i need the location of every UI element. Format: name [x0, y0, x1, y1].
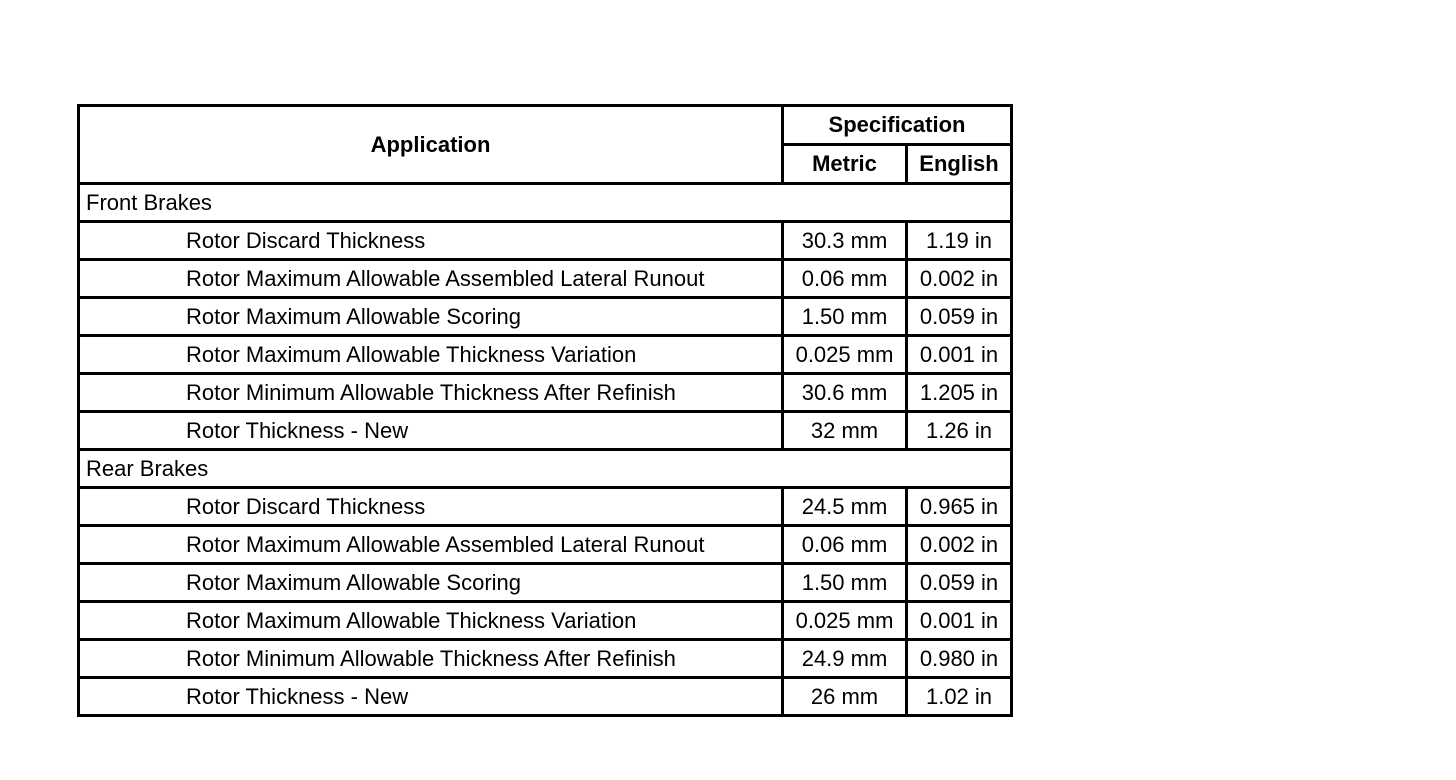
row-metric-value: 32 mm [783, 412, 907, 450]
english-header: English [907, 145, 1012, 184]
table-row [79, 602, 1012, 640]
row-application: Rotor Maximum Allowable Scoring [79, 564, 783, 602]
table-row [79, 678, 1012, 716]
metric-header: Metric [783, 145, 907, 184]
row-application: Rotor Maximum Allowable Assembled Lateral Runout [79, 260, 783, 298]
table-row [79, 260, 1012, 298]
table-row [79, 564, 1012, 602]
table-body [79, 184, 1012, 716]
table-row [79, 640, 1012, 678]
table-row [79, 412, 1012, 450]
row-application: Rotor Maximum Allowable Scoring [79, 298, 783, 336]
section-row-front-brakes [79, 184, 1012, 222]
row-application: Rotor Discard Thickness [79, 488, 783, 526]
brake-rotor-spec-table [77, 104, 1013, 717]
row-application: Rotor Maximum Allowable Thickness Variation [79, 336, 783, 374]
row-application: Rotor Discard Thickness [79, 222, 783, 260]
row-english-value: 0.001 in [907, 602, 1012, 640]
row-application: Rotor Minimum Allowable Thickness After Refinish [79, 374, 783, 412]
row-english-value: 0.002 in [907, 260, 1012, 298]
row-application: Rotor Maximum Allowable Thickness Variation [79, 602, 783, 640]
table-row [79, 222, 1012, 260]
row-english-value: 0.059 in [907, 298, 1012, 336]
table-row [79, 526, 1012, 564]
section-label-rear-brakes: Rear Brakes [79, 450, 1012, 488]
row-english-value: 1.205 in [907, 374, 1012, 412]
header-row-top [79, 106, 1012, 145]
row-english-value: 0.980 in [907, 640, 1012, 678]
table-row [79, 488, 1012, 526]
row-english-value: 1.02 in [907, 678, 1012, 716]
table-row [79, 374, 1012, 412]
row-metric-value: 1.50 mm [783, 298, 907, 336]
table-row [79, 298, 1012, 336]
row-application: Rotor Maximum Allowable Assembled Lateral Runout [79, 526, 783, 564]
row-metric-value: 0.06 mm [783, 260, 907, 298]
row-metric-value: 1.50 mm [783, 564, 907, 602]
row-metric-value: 24.9 mm [783, 640, 907, 678]
row-metric-value: 30.3 mm [783, 222, 907, 260]
application-header: Application [79, 106, 783, 184]
row-english-value: 0.001 in [907, 336, 1012, 374]
row-metric-value: 24.5 mm [783, 488, 907, 526]
row-application: Rotor Minimum Allowable Thickness After Refinish [79, 640, 783, 678]
row-application: Rotor Thickness - New [79, 412, 783, 450]
section-row-rear-brakes [79, 450, 1012, 488]
table-header [79, 106, 1012, 184]
row-english-value: 0.002 in [907, 526, 1012, 564]
row-english-value: 0.965 in [907, 488, 1012, 526]
row-application: Rotor Thickness - New [79, 678, 783, 716]
specification-header: Specification [783, 106, 1012, 145]
row-english-value: 1.26 in [907, 412, 1012, 450]
table-row [79, 336, 1012, 374]
row-metric-value: 0.025 mm [783, 336, 907, 374]
row-metric-value: 26 mm [783, 678, 907, 716]
row-metric-value: 0.025 mm [783, 602, 907, 640]
row-metric-value: 30.6 mm [783, 374, 907, 412]
row-metric-value: 0.06 mm [783, 526, 907, 564]
section-label-front-brakes: Front Brakes [79, 184, 1012, 222]
row-english-value: 1.19 in [907, 222, 1012, 260]
row-english-value: 0.059 in [907, 564, 1012, 602]
